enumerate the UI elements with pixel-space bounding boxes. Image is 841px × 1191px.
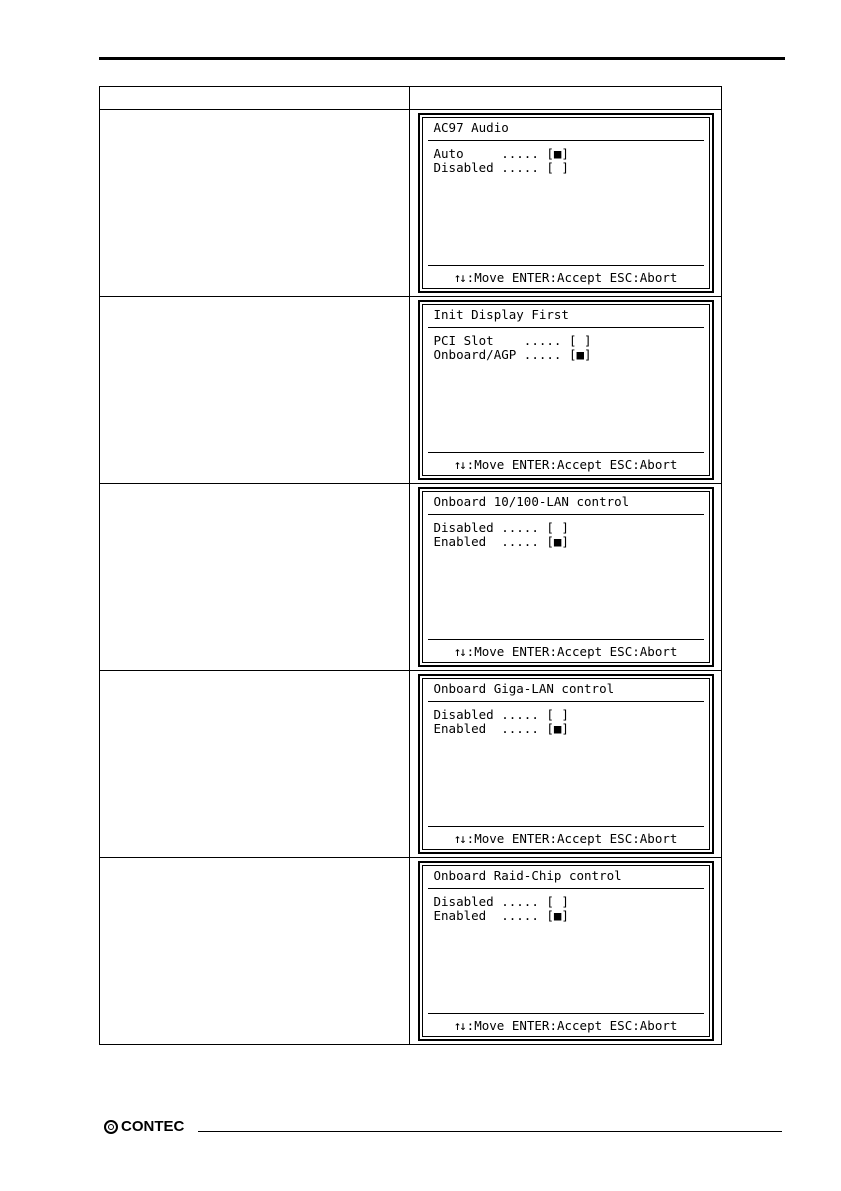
key-help-text: :Move ENTER:Accept ESC:Abort bbox=[466, 457, 678, 472]
option-item: Disabled ..... [ ] bbox=[433, 894, 569, 909]
key-help-text: :Move ENTER:Accept ESC:Abort bbox=[466, 831, 678, 846]
row-description bbox=[100, 484, 410, 671]
dialog-title: Onboard 10/100-LAN control bbox=[433, 494, 630, 509]
option-item: PCI Slot ..... [ ] bbox=[433, 333, 592, 348]
screenshot-cell bbox=[410, 110, 722, 297]
bios-dialog-raid-chip-control bbox=[418, 861, 714, 1041]
bios-dialog-ac97-audio bbox=[418, 113, 714, 293]
option-item: Disabled ..... [ ] bbox=[433, 707, 569, 722]
key-help bbox=[420, 458, 712, 472]
settings-table bbox=[99, 86, 722, 1045]
option-item: Auto ..... [■] bbox=[433, 146, 569, 161]
up-down-arrows-icon: ↑↓ bbox=[453, 457, 465, 472]
dialog-title: AC97 Audio bbox=[433, 120, 509, 135]
divider bbox=[428, 265, 704, 266]
option-list bbox=[434, 521, 569, 549]
bios-dialog-init-display-first bbox=[418, 300, 714, 480]
row-description bbox=[100, 110, 410, 297]
key-help-text: :Move ENTER:Accept ESC:Abort bbox=[466, 1018, 678, 1033]
option-item: Onboard/AGP ..... [■] bbox=[433, 347, 592, 362]
footer-rule bbox=[198, 1131, 782, 1132]
bios-dialog-lan-control bbox=[418, 487, 714, 667]
key-help-text: :Move ENTER:Accept ESC:Abort bbox=[466, 644, 678, 659]
table-row bbox=[100, 484, 722, 671]
up-down-arrows-icon: ↑↓ bbox=[453, 831, 465, 846]
row-description bbox=[100, 858, 410, 1045]
dialog-title: Onboard Raid-Chip control bbox=[433, 868, 622, 883]
header-item-column bbox=[100, 87, 410, 110]
contec-logo bbox=[104, 1118, 184, 1135]
row-description bbox=[100, 671, 410, 858]
row-description bbox=[100, 297, 410, 484]
dialog-title: Init Display First bbox=[433, 307, 569, 322]
contec-logo-icon bbox=[104, 1120, 118, 1134]
screenshot-cell bbox=[410, 671, 722, 858]
header-rule bbox=[99, 57, 785, 60]
divider bbox=[428, 888, 704, 889]
divider bbox=[428, 1013, 704, 1014]
divider bbox=[428, 826, 704, 827]
brand-name: CONTEC bbox=[121, 1118, 185, 1135]
divider bbox=[428, 639, 704, 640]
option-item: Enabled ..... [■] bbox=[433, 721, 569, 736]
divider bbox=[428, 140, 704, 141]
dialog-title: Onboard Giga-LAN control bbox=[433, 681, 615, 696]
divider bbox=[428, 701, 704, 702]
header-screen-column bbox=[410, 87, 722, 110]
option-list bbox=[434, 708, 569, 736]
divider bbox=[428, 514, 704, 515]
option-item: Disabled ..... [ ] bbox=[433, 160, 569, 175]
option-list bbox=[434, 334, 592, 362]
table-row bbox=[100, 671, 722, 858]
screenshot-cell bbox=[410, 484, 722, 671]
option-list bbox=[434, 895, 569, 923]
option-list bbox=[434, 147, 569, 175]
up-down-arrows-icon: ↑↓ bbox=[453, 1018, 465, 1033]
key-help bbox=[420, 645, 712, 659]
table-row bbox=[100, 110, 722, 297]
divider bbox=[428, 452, 704, 453]
screenshot-cell bbox=[410, 297, 722, 484]
key-help bbox=[420, 832, 712, 846]
table-row bbox=[100, 297, 722, 484]
key-help bbox=[420, 271, 712, 285]
screenshot-cell bbox=[410, 858, 722, 1045]
option-item: Enabled ..... [■] bbox=[433, 534, 569, 549]
up-down-arrows-icon: ↑↓ bbox=[453, 270, 465, 285]
key-help-text: :Move ENTER:Accept ESC:Abort bbox=[466, 270, 678, 285]
option-item: Disabled ..... [ ] bbox=[433, 520, 569, 535]
divider bbox=[428, 327, 704, 328]
option-item: Enabled ..... [■] bbox=[433, 908, 569, 923]
table-row bbox=[100, 858, 722, 1045]
table-header-row bbox=[100, 87, 722, 110]
bios-dialog-giga-lan-control bbox=[418, 674, 714, 854]
key-help bbox=[420, 1019, 712, 1033]
up-down-arrows-icon: ↑↓ bbox=[453, 644, 465, 659]
